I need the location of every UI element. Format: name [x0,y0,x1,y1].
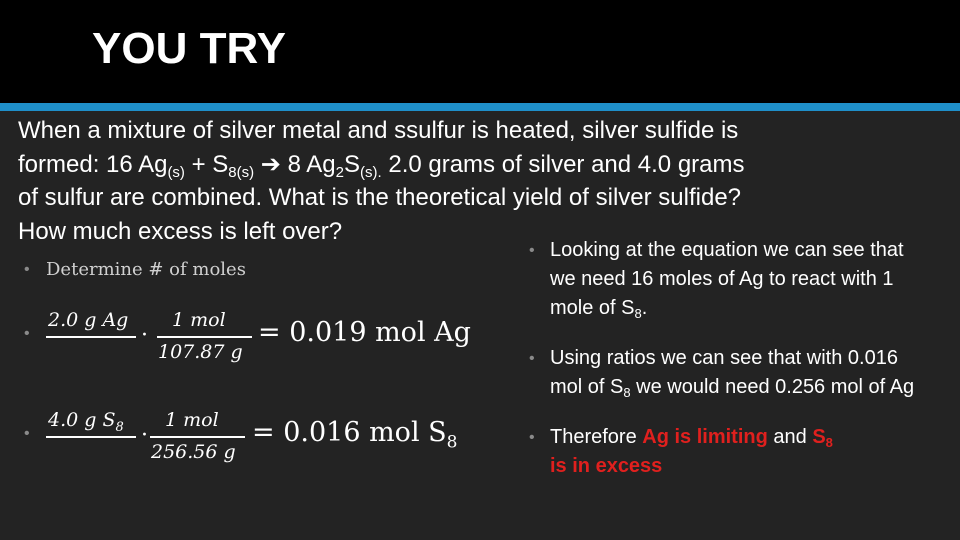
eq2-result: = 0.016 mol $S_8$ [252,417,458,453]
bullet-icon: • [529,350,535,367]
eq1-fraction-bar-2 [157,336,252,338]
eq1-mol-numerator: 1 mol [172,309,226,331]
excess-reagent: $S_8$ [812,426,833,450]
right-column [529,236,929,502]
problem-line-2: formed: 16 $Ag_{(s)} + S_{8(s)}$ ➔ 8 $Ag_2S_{(s).}$ 2.0 grams of silver and 4.0 grams [18,150,745,181]
bullet-ratio-calc: • Using ratios we can see that with 0.016 mol of $S_8$ we would need 0.256 mol of Ag [529,344,929,402]
bullet-icon: • [529,429,535,446]
bullet-equation-ratio: • Looking at the equation we can see that we need 16 moles of Ag to react with 1 mole of $S_8$. [529,236,929,323]
arrow-icon: ➔ 8 Ag [254,150,336,178]
limiting-reagent: Ag is limiting [642,426,768,448]
eq2-numerator: 4.0 g $S_8$ [48,409,124,435]
eq1-fraction-bar [46,336,136,338]
eq2-mol-numerator: 1 mol [165,409,219,431]
eq2-fraction-bar-2 [150,436,245,438]
eq2-denominator: 256.56 g [151,441,236,463]
bullet-icon: • [24,325,30,342]
problem-line-4: How much excess is left over? [18,217,343,245]
excess-label: is in excess [550,455,663,477]
problem-line-3: of sulfur are combined. What is the theoretical yield of silver sulfide? [18,184,742,211]
step-heading: Determine # of moles [46,259,246,280]
problem-statement [18,114,948,248]
eq1-numerator: 2.0 g Ag [48,309,129,331]
multiply-dot: · [141,423,148,448]
multiply-dot: · [141,323,148,348]
bullet-icon: • [24,425,30,442]
problem-line-1: When a mixture of silver metal and ssulfur is heated, silver sulfide is [18,117,739,144]
slide-title: YOU TRY [92,24,286,73]
title-bar [0,0,960,103]
eq1-result: = 0.019 mol Ag [258,317,471,348]
bullet-icon: • [24,261,30,278]
eq1-denominator: 107.87 g [158,341,243,363]
bullet-icon: • [529,242,535,259]
bullet-conclusion: • Therefore Ag is limiting and $S_8$ is in excess [529,423,929,481]
accent-line [0,103,960,111]
eq2-fraction-bar [46,436,136,438]
